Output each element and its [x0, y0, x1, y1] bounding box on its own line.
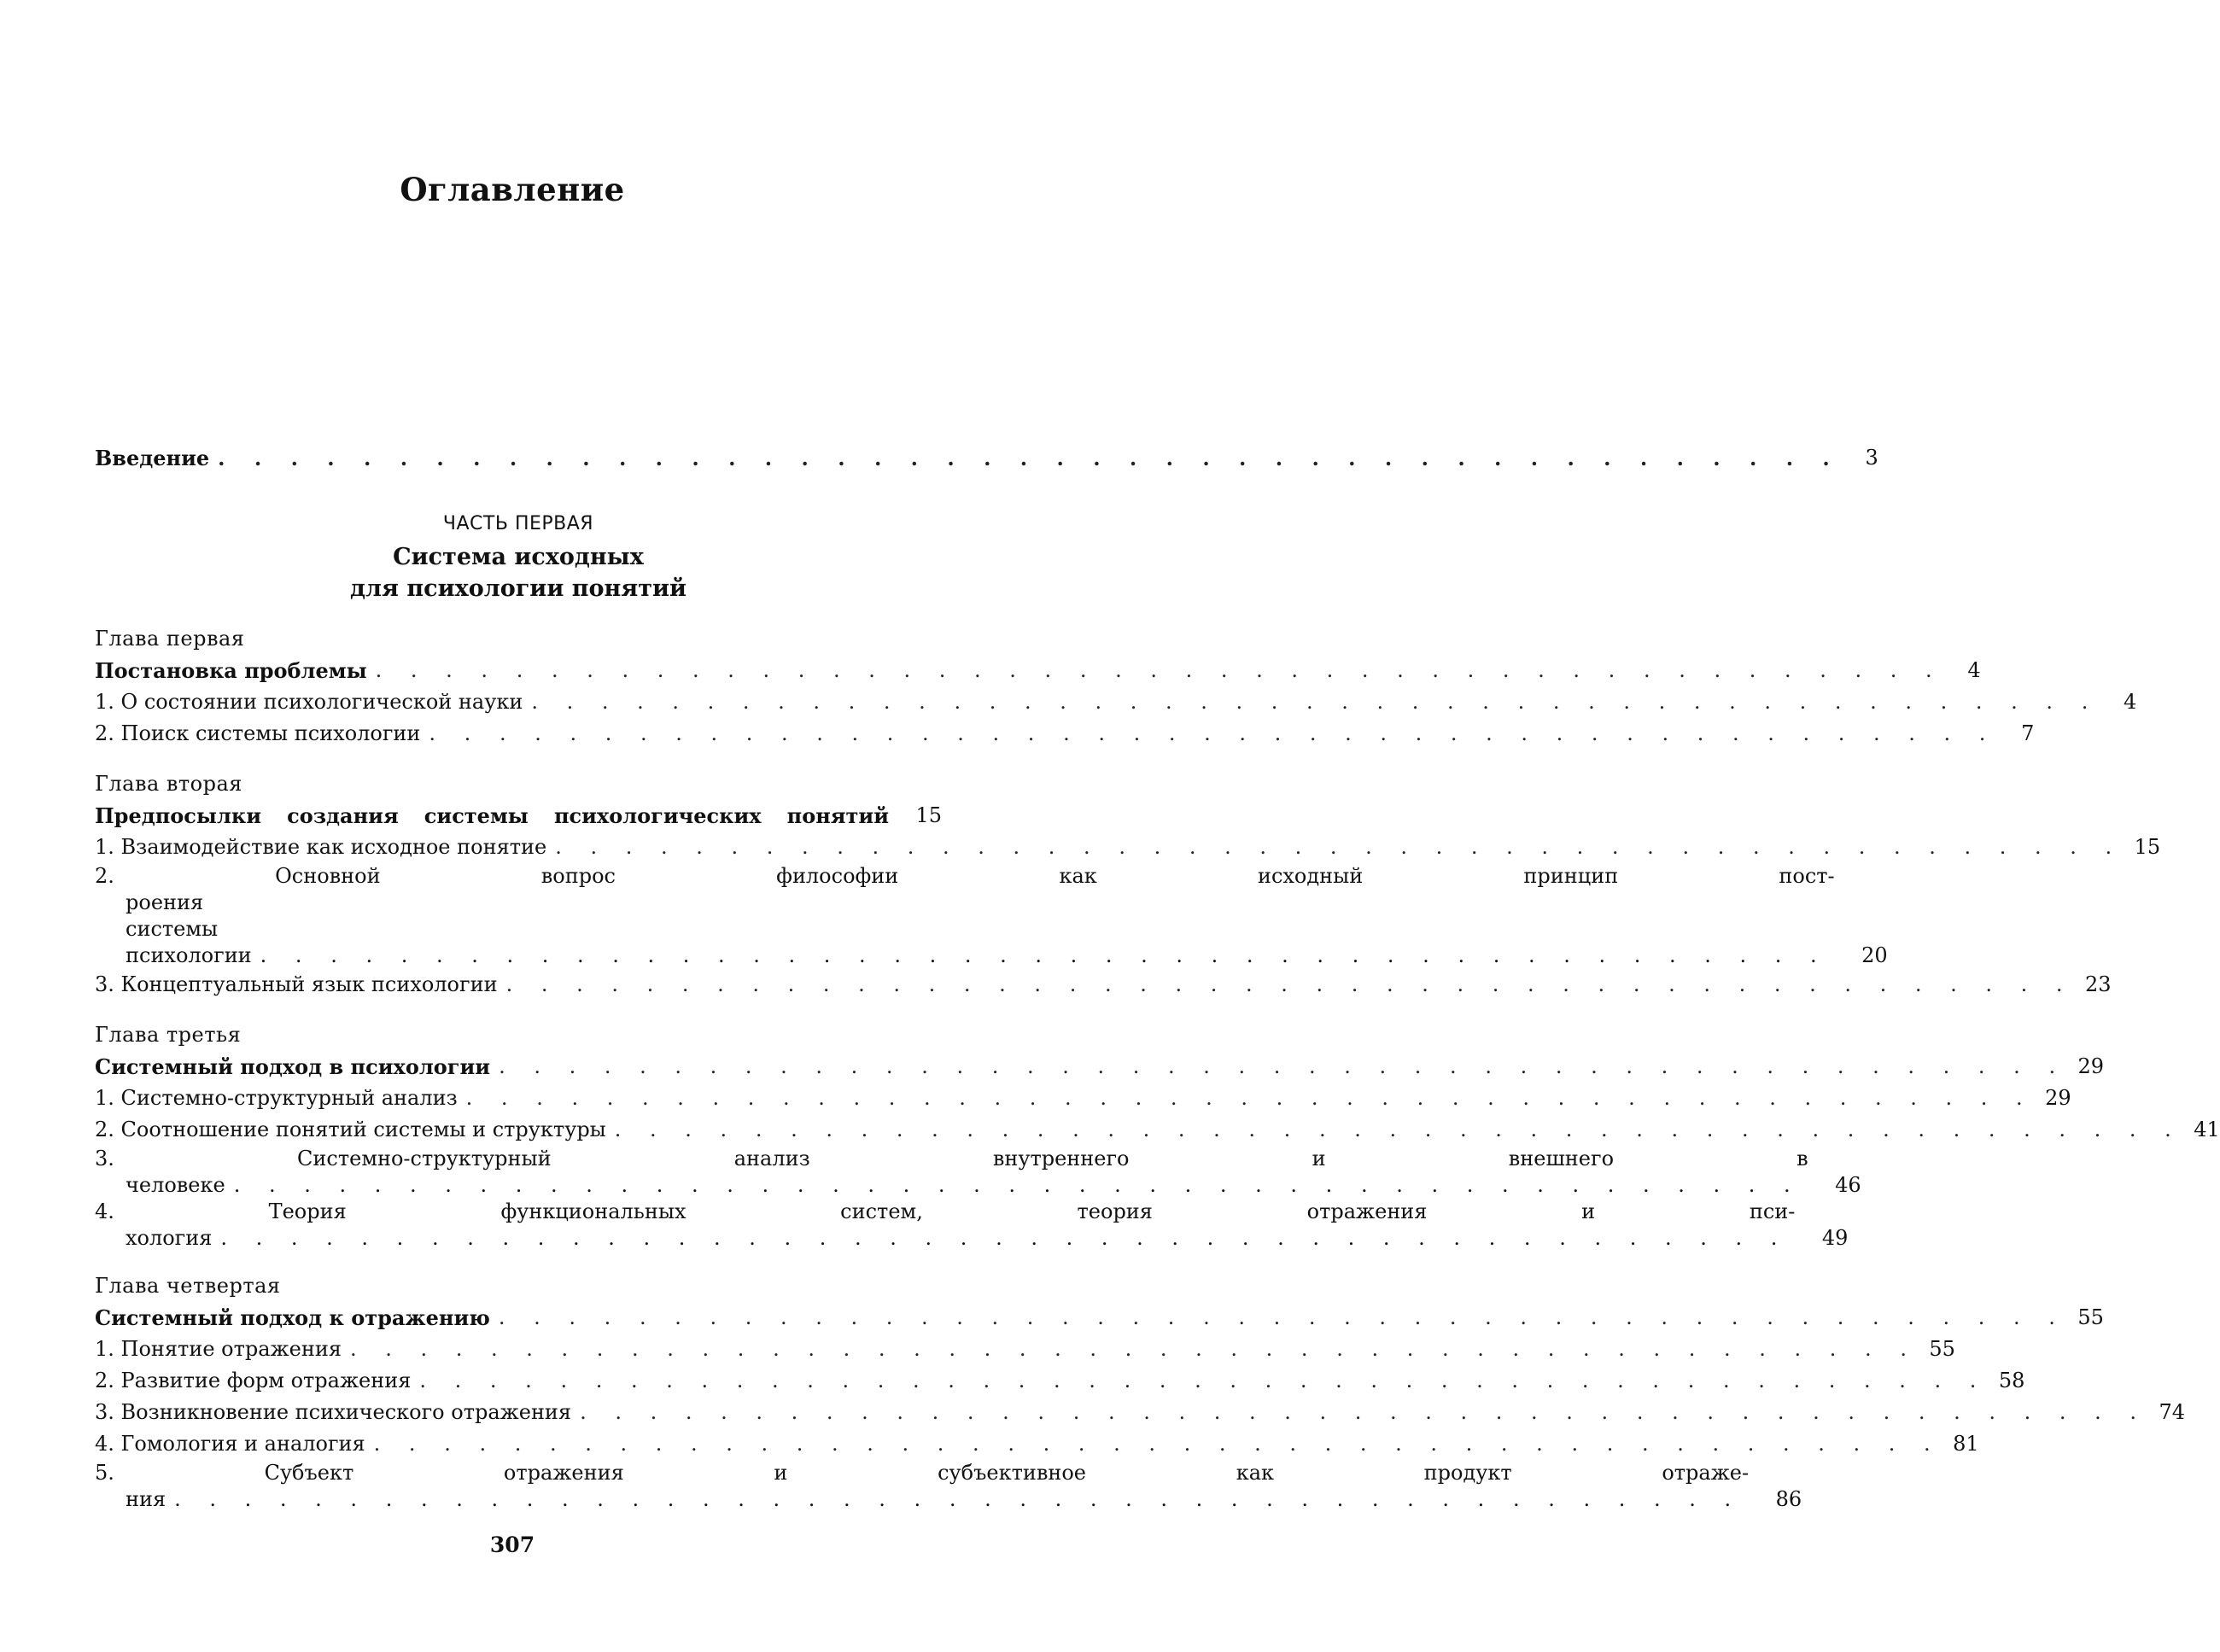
toc-entry-section[interactable]	[95, 1428, 1979, 1460]
toc-entry-section[interactable]	[95, 969, 2112, 1001]
toc-page-number: 55	[1929, 1337, 1955, 1361]
chapter-label: Глава третья	[95, 1023, 242, 1047]
toc-page-number: 4	[1967, 658, 1981, 682]
dot-leader: . . . . . . . . . . . . . . . . . . . . . . . . . . . . . . . . . . . . . . . . . . . . .	[419, 1369, 1988, 1392]
table-of-contents	[95, 442, 2220, 1513]
toc-entry-section[interactable]	[95, 1083, 2071, 1114]
toc-entry-title: 3. Возникновение психического отражения	[95, 1400, 572, 1424]
toc-entry-title: Системный подход в психологии	[95, 1054, 491, 1079]
page-number: 307	[489, 1532, 535, 1557]
chapter-4	[95, 1270, 2186, 1513]
toc-entry-title-line: 2. Основной вопрос философии как исходный принцип пост-	[95, 864, 1835, 888]
toc-page-number: 7	[2021, 721, 2035, 745]
toc-page-number: 81	[1953, 1432, 1979, 1456]
dot-leader: . . . . . . . . . . . . . . . . . . . . . . . . . . . . . . . . . . . . . . . . . . . . .	[531, 690, 2100, 714]
page-title: Оглавление	[400, 171, 625, 208]
chapter-label: Глава четвертая	[95, 1274, 281, 1298]
toc-entry-title: 2. Развитие форм отражения	[95, 1369, 412, 1392]
toc-entry-title: Системный подход к отражению	[95, 1305, 490, 1330]
toc-page-number: 23	[2085, 972, 2112, 996]
toc-entry-title: 4. Гомология и аналогия	[95, 1432, 365, 1456]
dot-leader: . . . . . . . . . . . . . . . . . . . . . . . . . . . . . . . . . . . . . . . . . . . . .	[429, 721, 1997, 745]
toc-entry-introduction[interactable]	[95, 442, 1878, 474]
dot-leader: . . . . . . . . . . . . . . . . . . . . . . . . . . . . . . . . . . . . . . . . . . . . .	[555, 835, 2124, 859]
toc-page-number: 4	[2124, 690, 2137, 714]
dot-leader: . . . . . . . . . . . . . . . . . . . . . . . . . . . . . . . . . . . . . . . . . . . . .	[580, 1400, 2148, 1424]
toc-entry-section[interactable]	[95, 686, 2137, 718]
toc-page-number: 86	[1775, 1487, 1802, 1511]
toc-entry-title-line: 5. Субъект отражения и субъективное как продукт отраже-	[95, 1461, 1750, 1485]
dot-leader: . . . . . . . . . . . . . . . . . . . . . . . . . . . . . . . . . . . . . . . . . . . . .	[465, 1086, 2034, 1110]
toc-entry-section[interactable]	[95, 863, 1888, 969]
dot-leader: . . . . . . . . . . . . . . . . . . . . . . . . . . . . . . . . . . . . . . . . . . . . .	[220, 1226, 1789, 1250]
toc-entry-title: Постановка проблемы	[95, 658, 367, 683]
toc-entry-section[interactable]	[95, 832, 2161, 863]
toc-entry-section[interactable]	[95, 1114, 2220, 1146]
part-title-line: для психологии понятий	[349, 575, 687, 602]
toc-page-number: 15	[2134, 835, 2161, 859]
toc-entry-section[interactable]	[95, 1146, 1861, 1199]
toc-entry-title: 1. Взаимодействие как исходное понятие	[95, 835, 547, 859]
toc-entry-section[interactable]	[95, 1397, 2186, 1428]
toc-entry-section[interactable]	[95, 718, 2035, 750]
toc-entry-section[interactable]	[95, 1199, 1849, 1252]
toc-entry-title-line: 4. Теория функциональных систем, теория отражения и пси-	[95, 1200, 1796, 1223]
toc-entry-chapter[interactable]	[95, 800, 942, 832]
dot-leader: . . . . . . . . . . . . . . . . . . . . . . . . . . . . . . . . . . . . . . . . . . . . .	[260, 943, 1828, 967]
dot-leader: . . . . . . . . . . . . . . . . . . . . . . . . . . . . . . . . . . . . . . . . . . . . .	[218, 446, 1841, 470]
dot-leader: . . . . . . . . . . . . . . . . . . . . . . . . . . . . . . . . . . . . . . . . . . . . .	[373, 1432, 1942, 1456]
toc-entry-title-line: 3. Системно-структурный анализ внутреннего и внешнего в	[95, 1147, 1808, 1170]
dot-leader: . . . . . . . . . . . . . . . . . . . . . . . . . . . . . . . . . . . . . . . . . . . . .	[375, 658, 1943, 682]
toc-page-number: 20	[1861, 943, 1888, 967]
toc-entry-chapter[interactable]	[95, 655, 1981, 686]
toc-page-number: 29	[2077, 1054, 2105, 1078]
toc-page-number: 15	[915, 803, 942, 827]
toc-page-number: 74	[2159, 1400, 2186, 1424]
dot-leader: . . . . . . . . . . . . . . . . . . . . . . . . . . . . . . . . . . . . . . . . . . . . .	[505, 972, 2074, 996]
toc-entry-title: 1. Системно-структурный анализ	[95, 1086, 458, 1110]
toc-entry-title-line: хология	[126, 1226, 213, 1250]
toc-entry-title: 2. Поиск системы психологии	[95, 721, 421, 745]
toc-entry-section[interactable]	[95, 1365, 2025, 1397]
dot-leader: . . . . . . . . . . . . . . . . . . . . . . . . . . . . . . . . . . . . . . . . . . . . .	[174, 1487, 1743, 1511]
part-label: ЧАСТЬ ПЕРВАЯ	[442, 513, 594, 534]
toc-entry-title: 2. Соотношение понятий системы и структуры	[95, 1118, 606, 1141]
toc-entry-section[interactable]	[95, 1460, 1802, 1513]
dot-leader: . . . . . . . . . . . . . . . . . . . . . . . . . . . . . . . . . . . . . . . . . . . . .	[349, 1337, 1918, 1361]
toc-entry-chapter[interactable]	[95, 1302, 2104, 1334]
toc-page-number: 58	[1998, 1369, 2025, 1392]
toc-entry-title: 3. Концептуальный язык психологии	[95, 972, 498, 996]
chapter-label: Глава вторая	[95, 772, 242, 796]
dot-leader: . . . . . . . . . . . . . . . . . . . . . . . . . . . . . . . . . . . . . . . . . . . . .	[498, 1305, 2066, 1329]
toc-entry-title: Предпосылки создания системы психологических понятий	[95, 803, 889, 828]
toc-entry-title: 1. Понятие отражения	[95, 1337, 342, 1361]
toc-entry-section[interactable]	[95, 1334, 1955, 1365]
chapter-label: Глава первая	[95, 627, 245, 651]
toc-entry-title-line: роения системы психологии	[126, 890, 252, 967]
toc-page-number: 49	[1821, 1226, 1849, 1250]
dot-leader: . . . . . . . . . . . . . . . . . . . . . . . . . . . . . . . . . . . . . . . . . . . . .	[614, 1118, 2182, 1141]
toc-page-number: 55	[2077, 1305, 2104, 1329]
chapter-1	[95, 623, 2137, 750]
toc-page-number: 41	[2194, 1118, 2220, 1141]
toc-entry-title: Введение	[95, 446, 210, 470]
toc-entry-title: 1. О состоянии психологической науки	[95, 690, 523, 714]
toc-entry-chapter[interactable]	[95, 1051, 2105, 1083]
chapter-3	[95, 1019, 2220, 1252]
toc-entry-title-line: человеке	[126, 1173, 225, 1197]
chapter-2	[95, 768, 2161, 1001]
toc-page-number: 3	[1865, 446, 1878, 470]
toc-entry-title-line: ния	[126, 1487, 166, 1511]
part-title-line: Система исходных	[393, 544, 644, 570]
part-title	[95, 541, 942, 604]
dot-leader: . . . . . . . . . . . . . . . . . . . . . . . . . . . . . . . . . . . . . . . . . . . . .	[233, 1173, 1802, 1197]
toc-page-number: 29	[2045, 1086, 2071, 1110]
dot-leader: . . . . . . . . . . . . . . . . . . . . . . . . . . . . . . . . . . . . . . . . . . . . .	[499, 1054, 2067, 1078]
toc-page-number: 46	[1835, 1173, 1861, 1197]
